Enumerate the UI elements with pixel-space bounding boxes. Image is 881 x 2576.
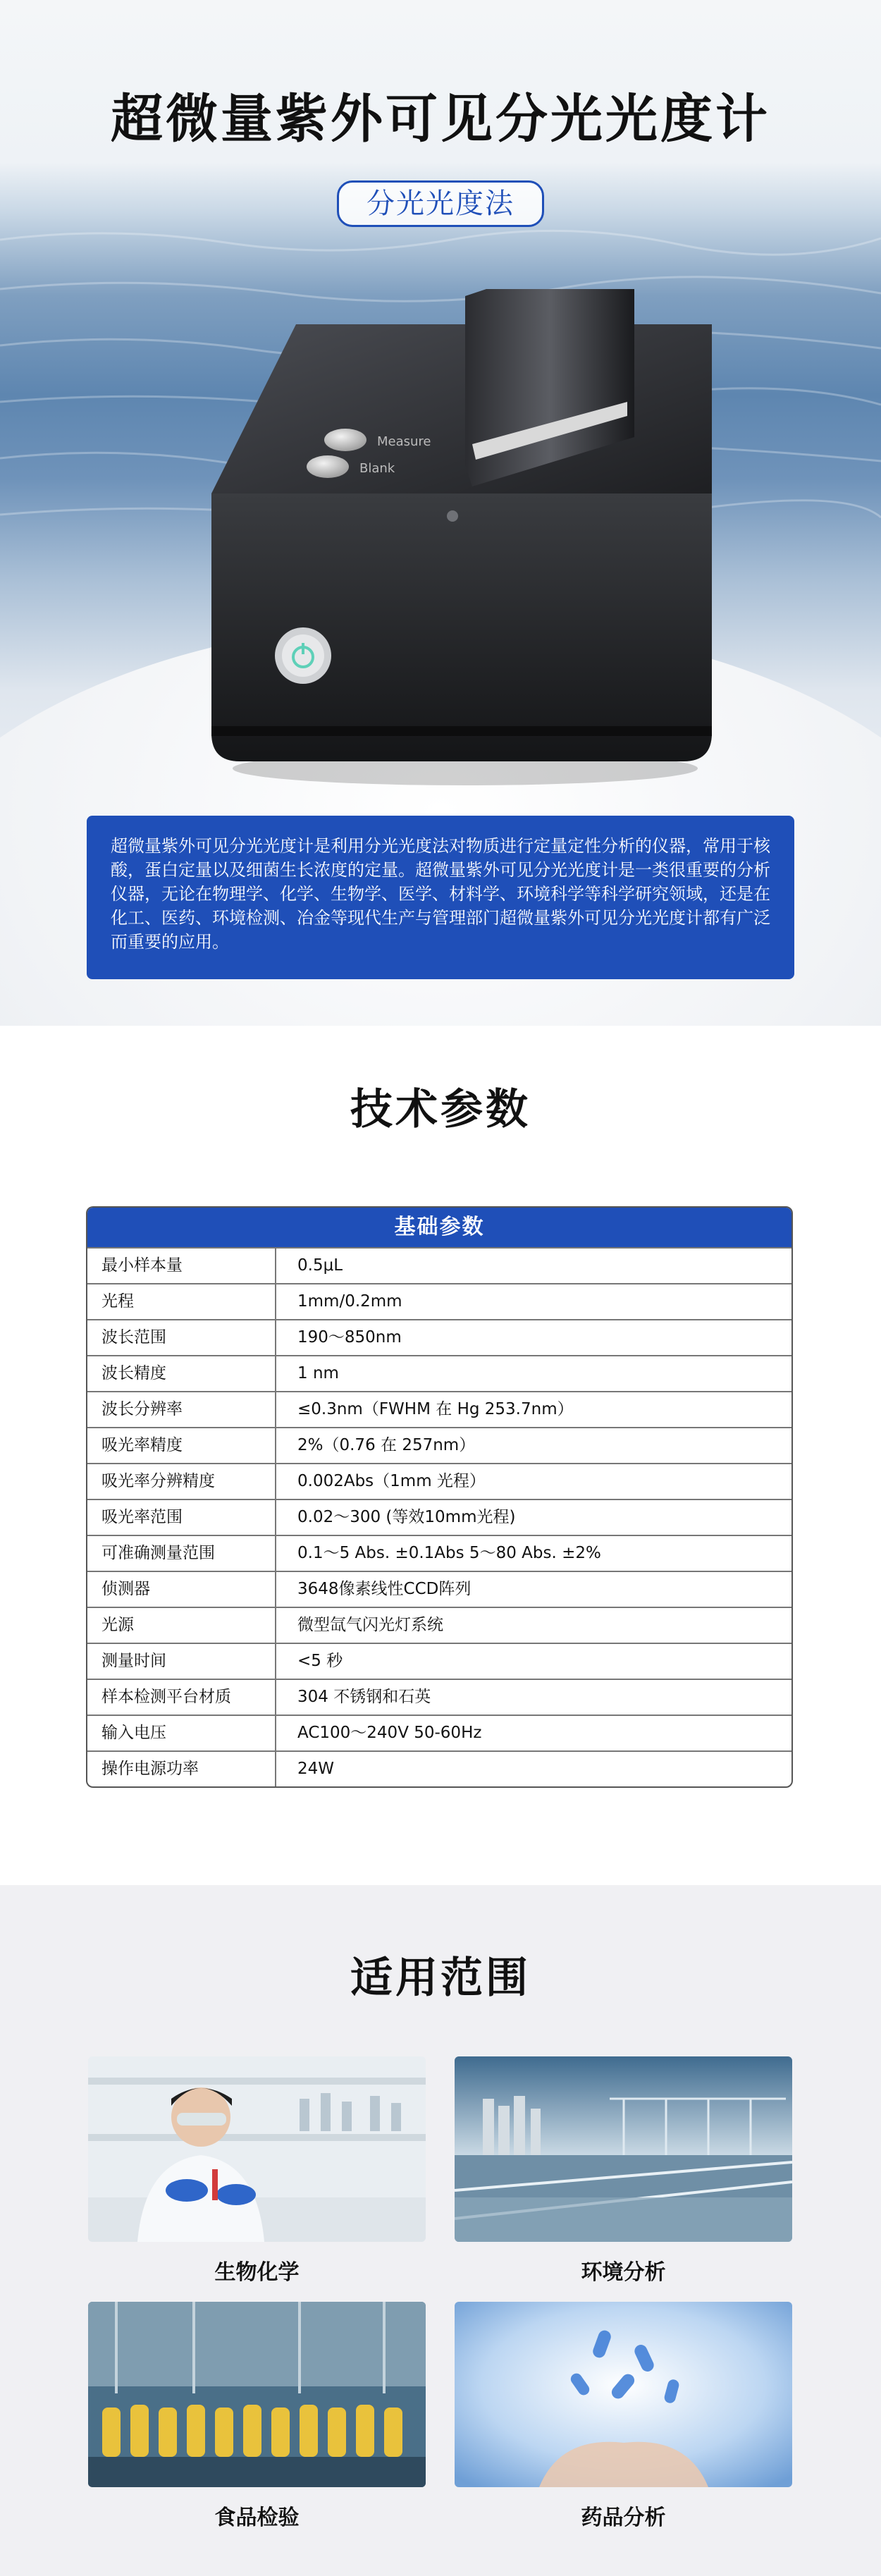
spec-value: AC100～240V 50-60Hz: [297, 1724, 482, 1742]
spec-value: ≤0.3nm（FWHM 在 Hg 253.7nm）: [297, 1400, 574, 1418]
blank-button-label: Blank: [359, 461, 395, 476]
spec-value: 1mm/0.2mm: [297, 1292, 402, 1311]
applications-section-title: 适用范围: [0, 1944, 881, 2005]
spec-value: 3648像素线性CCD阵列: [297, 1580, 472, 1598]
pharmaceutical-image: [455, 2302, 792, 2487]
application-label: 生物化学: [214, 2260, 300, 2285]
spec-value: 0.02～300 (等效10mm光程): [297, 1508, 516, 1526]
spec-value: 304 不锈钢和石英: [297, 1688, 431, 1706]
spec-key: 样本检测平台材质: [87, 1680, 276, 1715]
table-row: [87, 1427, 791, 1463]
table-row: [87, 1679, 791, 1715]
spec-value: 0.002Abs（1mm 光程）: [297, 1472, 486, 1490]
spec-key: 波长分辨率: [87, 1392, 276, 1427]
spec-value: 2%（0.76 在 257nm）: [297, 1436, 476, 1454]
table-row: [87, 1391, 791, 1427]
intro-description: 超微量紫外可见分光光度计是利用分光光度法对物质进行定量定性分析的仪器，常用于核酸，蛋白定量以及细菌生长浓度的定量。超微量紫外可见分光光度计是一类很重要的分析仪器，无论在物理学、化学、生物学、医学、材料学、环境科学等科学研究领域，还是在化工、医药、环境检测、冶金等现代生产与管理部门超微量紫外可见分光光度计都有广泛而重要的应用。: [87, 816, 794, 979]
biochemistry-image: [88, 2056, 426, 2242]
spec-value: <5 秒: [297, 1652, 343, 1670]
application-label: 环境分析: [581, 2260, 666, 2285]
specs-section-title: 技术参数: [0, 1076, 881, 1136]
hero-banner: [0, 0, 881, 1026]
spec-value: 微型氙气闪光灯系统: [297, 1616, 443, 1634]
spec-key: 最小样本量: [87, 1249, 276, 1283]
table-row: [87, 1463, 791, 1499]
spec-key: 波长精度: [87, 1356, 276, 1391]
spec-key: 操作电源功率: [87, 1752, 276, 1786]
page-title: 超微量紫外可见分光光度计: [111, 89, 770, 149]
method-badge: 分光光度法: [337, 180, 544, 227]
table-row: [87, 1283, 791, 1319]
food-inspection-image: [88, 2302, 426, 2487]
table-row: [87, 1715, 791, 1750]
spec-key: 波长范围: [87, 1320, 276, 1355]
spec-key: 输入电压: [87, 1716, 276, 1750]
table-row: [87, 1499, 791, 1535]
specs-table: [86, 1206, 793, 1788]
table-row: [87, 1319, 791, 1355]
spec-value: 0.1～5 Abs. ±0.1Abs 5～80 Abs. ±2%: [297, 1544, 601, 1562]
environment-image: [455, 2056, 792, 2242]
application-label: 食品检验: [214, 2506, 300, 2530]
table-row: [87, 1750, 791, 1786]
spec-key: 可准确测量范围: [87, 1536, 276, 1571]
measure-button-label: Measure: [377, 434, 431, 449]
spec-key: 吸光率分辨精度: [87, 1464, 276, 1499]
spec-key: 吸光率范围: [87, 1500, 276, 1535]
table-row: [87, 1535, 791, 1571]
specs-table-header: 基础参数: [87, 1208, 791, 1247]
spec-value: 24W: [297, 1760, 335, 1778]
spec-key: 吸光率精度: [87, 1428, 276, 1463]
table-row: [87, 1571, 791, 1607]
table-row: [87, 1643, 791, 1679]
spec-key: 光程: [87, 1284, 276, 1319]
spec-key: 测量时间: [87, 1644, 276, 1679]
spectrophotometer-image: [204, 282, 726, 790]
table-row: [87, 1355, 791, 1391]
spec-key: 侦测器: [87, 1572, 276, 1607]
table-row: [87, 1247, 791, 1283]
spec-key: 光源: [87, 1608, 276, 1643]
application-label: 药品分析: [581, 2506, 666, 2530]
spec-value: 1 nm: [297, 1364, 339, 1382]
table-row: [87, 1607, 791, 1643]
spec-value: 0.5μL: [297, 1256, 343, 1275]
spec-value: 190～850nm: [297, 1328, 402, 1347]
